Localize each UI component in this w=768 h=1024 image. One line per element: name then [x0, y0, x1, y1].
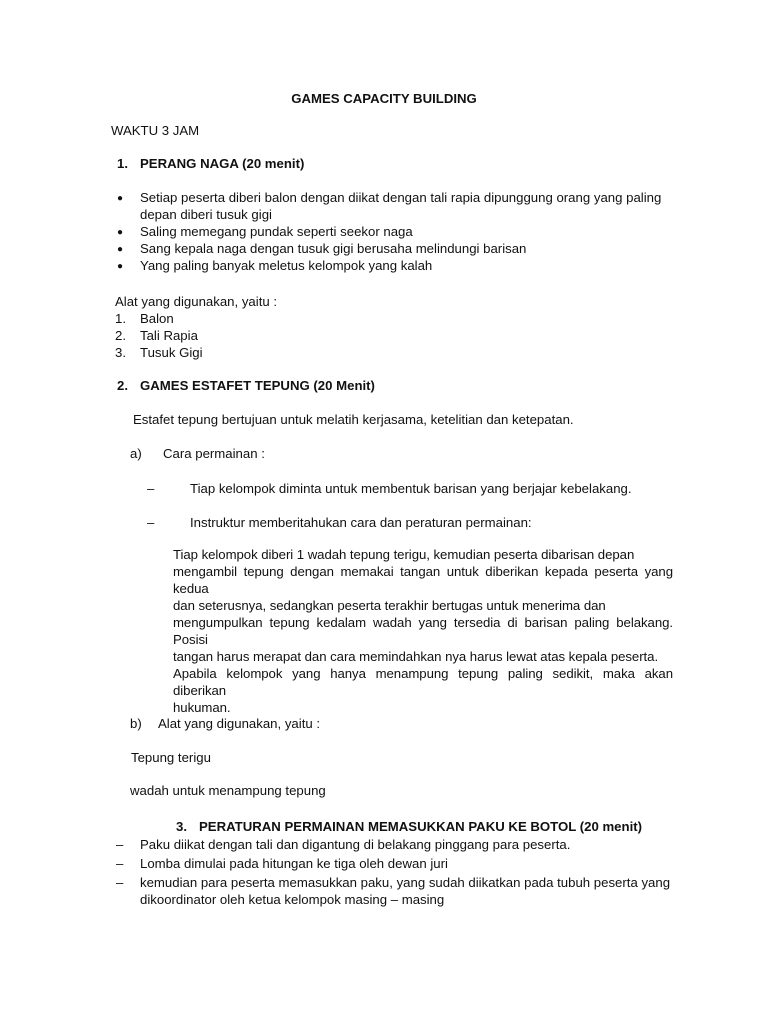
- paragraph-line: Tiap kelompok diberi 1 wadah tepung terigu, kemudian peserta dibarisan depan: [173, 547, 635, 562]
- rules-paragraph: [173, 546, 673, 716]
- paragraph-line: dan seterusnya, sedangkan peserta terakhir bertugas untuk menerima dan: [173, 598, 606, 613]
- dash-marker: –: [116, 837, 124, 852]
- dash-item: Tiap kelompok diminta untuk membentuk barisan yang berjajar kebelakang.: [190, 481, 632, 496]
- list-item: Balon: [140, 311, 174, 326]
- dash-marker: –: [116, 856, 124, 871]
- list-number: 1.: [115, 311, 126, 326]
- bullet-icon: ●: [117, 244, 124, 255]
- document-title: GAMES CAPACITY BUILDING: [291, 91, 477, 106]
- paragraph-line: hukuman.: [173, 700, 231, 715]
- section-3-heading: PERATURAN PERMAINAN MEMASUKKAN PAKU KE BOTOL (20 menit): [199, 819, 643, 834]
- tool-item: wadah untuk menampung tepung: [130, 783, 326, 798]
- list-item: Tali Rapia: [140, 328, 198, 343]
- paragraph-line: mengumpulkan tepung kedalam wadah yang tersedia di barisan paling belakang. Posisi: [173, 615, 673, 647]
- bullet-icon: ●: [117, 227, 124, 238]
- list-item-continuation: depan diberi tusuk gigi: [140, 207, 272, 222]
- dash-item: kemudian para peserta memasukkan paku, yang sudah diikatkan pada tubuh peserta yang: [140, 875, 671, 890]
- sublist-label-b: b): [130, 716, 142, 731]
- dash-marker: –: [147, 481, 155, 496]
- list-number: 3.: [115, 345, 126, 360]
- section-2-heading: GAMES ESTAFET TEPUNG (20 Menit): [140, 378, 375, 393]
- dash-marker: –: [116, 875, 124, 890]
- sublist-heading-a: Cara permainan :: [163, 446, 265, 461]
- section-1-number: 1.: [117, 156, 128, 171]
- section-2-intro: Estafet tepung bertujuan untuk melatih kerjasama, ketelitian dan ketepatan.: [133, 412, 574, 427]
- list-item: Setiap peserta diberi balon dengan diikat dengan tali rapia dipunggung orang yang paling: [140, 190, 662, 205]
- sublist-label-a: a): [130, 446, 142, 461]
- section-1-heading: PERANG NAGA (20 menit): [140, 156, 305, 171]
- dash-item: Paku diikat dengan tali dan digantung di belakang pinggang para peserta.: [140, 837, 571, 852]
- list-number: 2.: [115, 328, 126, 343]
- list-item: Saling memegang pundak seperti seekor naga: [140, 224, 413, 239]
- list-item: Tusuk Gigi: [140, 345, 203, 360]
- section-2-number: 2.: [117, 378, 128, 393]
- paragraph-line: mengambil tepung dengan memakai tangan untuk diberikan kepada peserta yang kedua: [173, 564, 673, 596]
- dash-item: Lomba dimulai pada hitungan ke tiga oleh dewan juri: [140, 856, 448, 871]
- bullet-icon: ●: [117, 261, 124, 272]
- dash-item-continuation: dikoordinator oleh ketua kelompok masing – masing: [140, 892, 445, 907]
- dash-item: Instruktur memberitahukan cara dan peraturan permainan:: [190, 515, 532, 530]
- sublist-heading-b: Alat yang digunakan, yaitu :: [158, 716, 321, 731]
- duration-label: WAKTU 3 JAM: [111, 123, 200, 138]
- tool-item: Tepung terigu: [131, 750, 211, 765]
- section-3-number: 3.: [176, 819, 187, 834]
- list-item: Yang paling banyak meletus kelompok yang kalah: [140, 258, 433, 273]
- bullet-icon: ●: [117, 193, 124, 204]
- dash-marker: –: [147, 515, 155, 530]
- list-item: Sang kepala naga dengan tusuk gigi berusaha melindungi barisan: [140, 241, 527, 256]
- paragraph-line: tangan harus merapat dan cara memindahkan nya harus lewat atas kepala peserta.: [173, 649, 659, 664]
- tools-intro: Alat yang digunakan, yaitu :: [115, 294, 278, 309]
- paragraph-line: Apabila kelompok yang hanya menampung tepung paling sedikit, maka akan diberikan: [173, 666, 673, 698]
